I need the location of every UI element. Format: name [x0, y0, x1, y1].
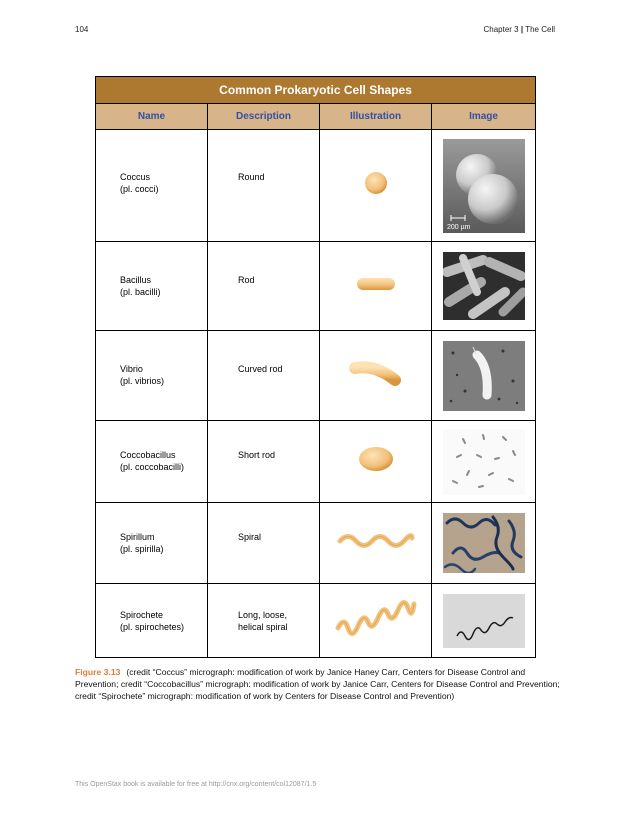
shape-description-cell: [208, 130, 320, 242]
figure-label: Figure 3.13: [75, 667, 121, 677]
shape-name-cell: [96, 130, 208, 242]
table-row: [96, 130, 536, 242]
chapter-title: The Cell: [525, 25, 555, 34]
illustration-cell: [320, 584, 432, 658]
shape-name-cell: [96, 421, 208, 503]
curved-rod-illustration: [349, 358, 403, 388]
shape-description: Short rod: [238, 450, 276, 460]
column-header-illustration: Illustration: [320, 104, 432, 130]
running-header: [484, 25, 556, 34]
table-row: [96, 331, 536, 421]
table-title: Common Prokaryotic Cell Shapes: [96, 77, 536, 104]
shape-description-cell: [208, 584, 320, 658]
shape-description: Curved rod: [238, 364, 283, 374]
header-separator: |: [520, 25, 524, 34]
column-header-name: Name: [96, 104, 208, 130]
coccobacillus-micrograph: [443, 429, 525, 495]
caption-text: (credit “Coccus” micrograph: modification of work by Janice Haney Carr, Centers for Disease Control and Prevention; credit “Coccobacillus” micrograph: modification of work by Janice Carr, Centers for Disease Control and Prevention; credit “Spirochete” micrograph: modification of work by Centers for Disease Control and Prevention): [75, 667, 560, 701]
shape-description: Spiral: [238, 532, 262, 542]
shape-plural: (pl. spirochetes): [120, 621, 185, 632]
shape-description-line-1: Long, loose,: [238, 610, 288, 620]
shape-description-cell: [208, 503, 320, 584]
micrograph-cell: [432, 242, 536, 331]
column-header-image: Image: [432, 104, 536, 130]
spirochete-micrograph: [443, 594, 525, 648]
shape-name: Spirillum: [120, 532, 155, 542]
helix-illustration: [334, 598, 418, 638]
shape-description-line-2: helical spiral: [238, 621, 288, 632]
illustration-cell: [320, 242, 432, 331]
vibrio-micrograph: [443, 341, 525, 411]
figure-caption: [75, 666, 560, 702]
coccus-micrograph: [443, 139, 525, 233]
shape-description-cell: [208, 331, 320, 421]
table-row: [96, 242, 536, 331]
shape-name-cell: [96, 331, 208, 421]
shape-description-cell: [208, 242, 320, 331]
micrograph-cell: [432, 421, 536, 503]
bacillus-micrograph: [443, 252, 525, 320]
shape-name-cell: [96, 242, 208, 331]
shape-name-cell: [96, 503, 208, 584]
micrograph-cell: [432, 584, 536, 658]
micrograph-cell: [432, 503, 536, 584]
page-footer: This OpenStax book is available for free at http://cnx.org/content/col12087/1.5: [75, 781, 317, 788]
illustration-cell: [320, 421, 432, 503]
sphere-illustration: [361, 168, 391, 198]
spiral-illustration: [336, 530, 416, 552]
shape-name: Vibrio: [120, 364, 143, 374]
shape-name: Coccus: [120, 172, 151, 182]
shape-plural: (pl. cocci): [120, 183, 159, 194]
shape-name-cell: [96, 584, 208, 658]
shape-plural: (pl. spirilla): [120, 543, 164, 554]
page-number: 104: [75, 25, 89, 34]
shape-plural: (pl. coccobacilli): [120, 461, 185, 472]
prokaryotic-shapes-table: [95, 76, 536, 658]
illustration-cell: [320, 331, 432, 421]
shape-description-cell: [208, 421, 320, 503]
shape-plural: (pl. bacilli): [120, 286, 161, 297]
column-header-description: Description: [208, 104, 320, 130]
shape-name: Coccobacillus: [120, 450, 176, 460]
shape-plural: (pl. vibrios): [120, 375, 165, 386]
shape-name: Bacillus: [120, 275, 152, 285]
micrograph-cell: [432, 130, 536, 242]
table-row: [96, 584, 536, 658]
table-row: [96, 503, 536, 584]
shape-name: Spirochete: [120, 610, 164, 620]
illustration-cell: [320, 503, 432, 584]
chapter-label: Chapter 3: [483, 25, 519, 34]
spirillum-micrograph: [443, 513, 525, 573]
illustration-cell: [320, 130, 432, 242]
oval-illustration: [355, 444, 397, 474]
shape-description: Round: [238, 172, 265, 182]
scale-bar-label: 200 µm: [446, 223, 471, 231]
micrograph-cell: [432, 331, 536, 421]
table-row: [96, 421, 536, 503]
rod-illustration: [353, 274, 399, 294]
shape-description: Rod: [238, 275, 255, 285]
